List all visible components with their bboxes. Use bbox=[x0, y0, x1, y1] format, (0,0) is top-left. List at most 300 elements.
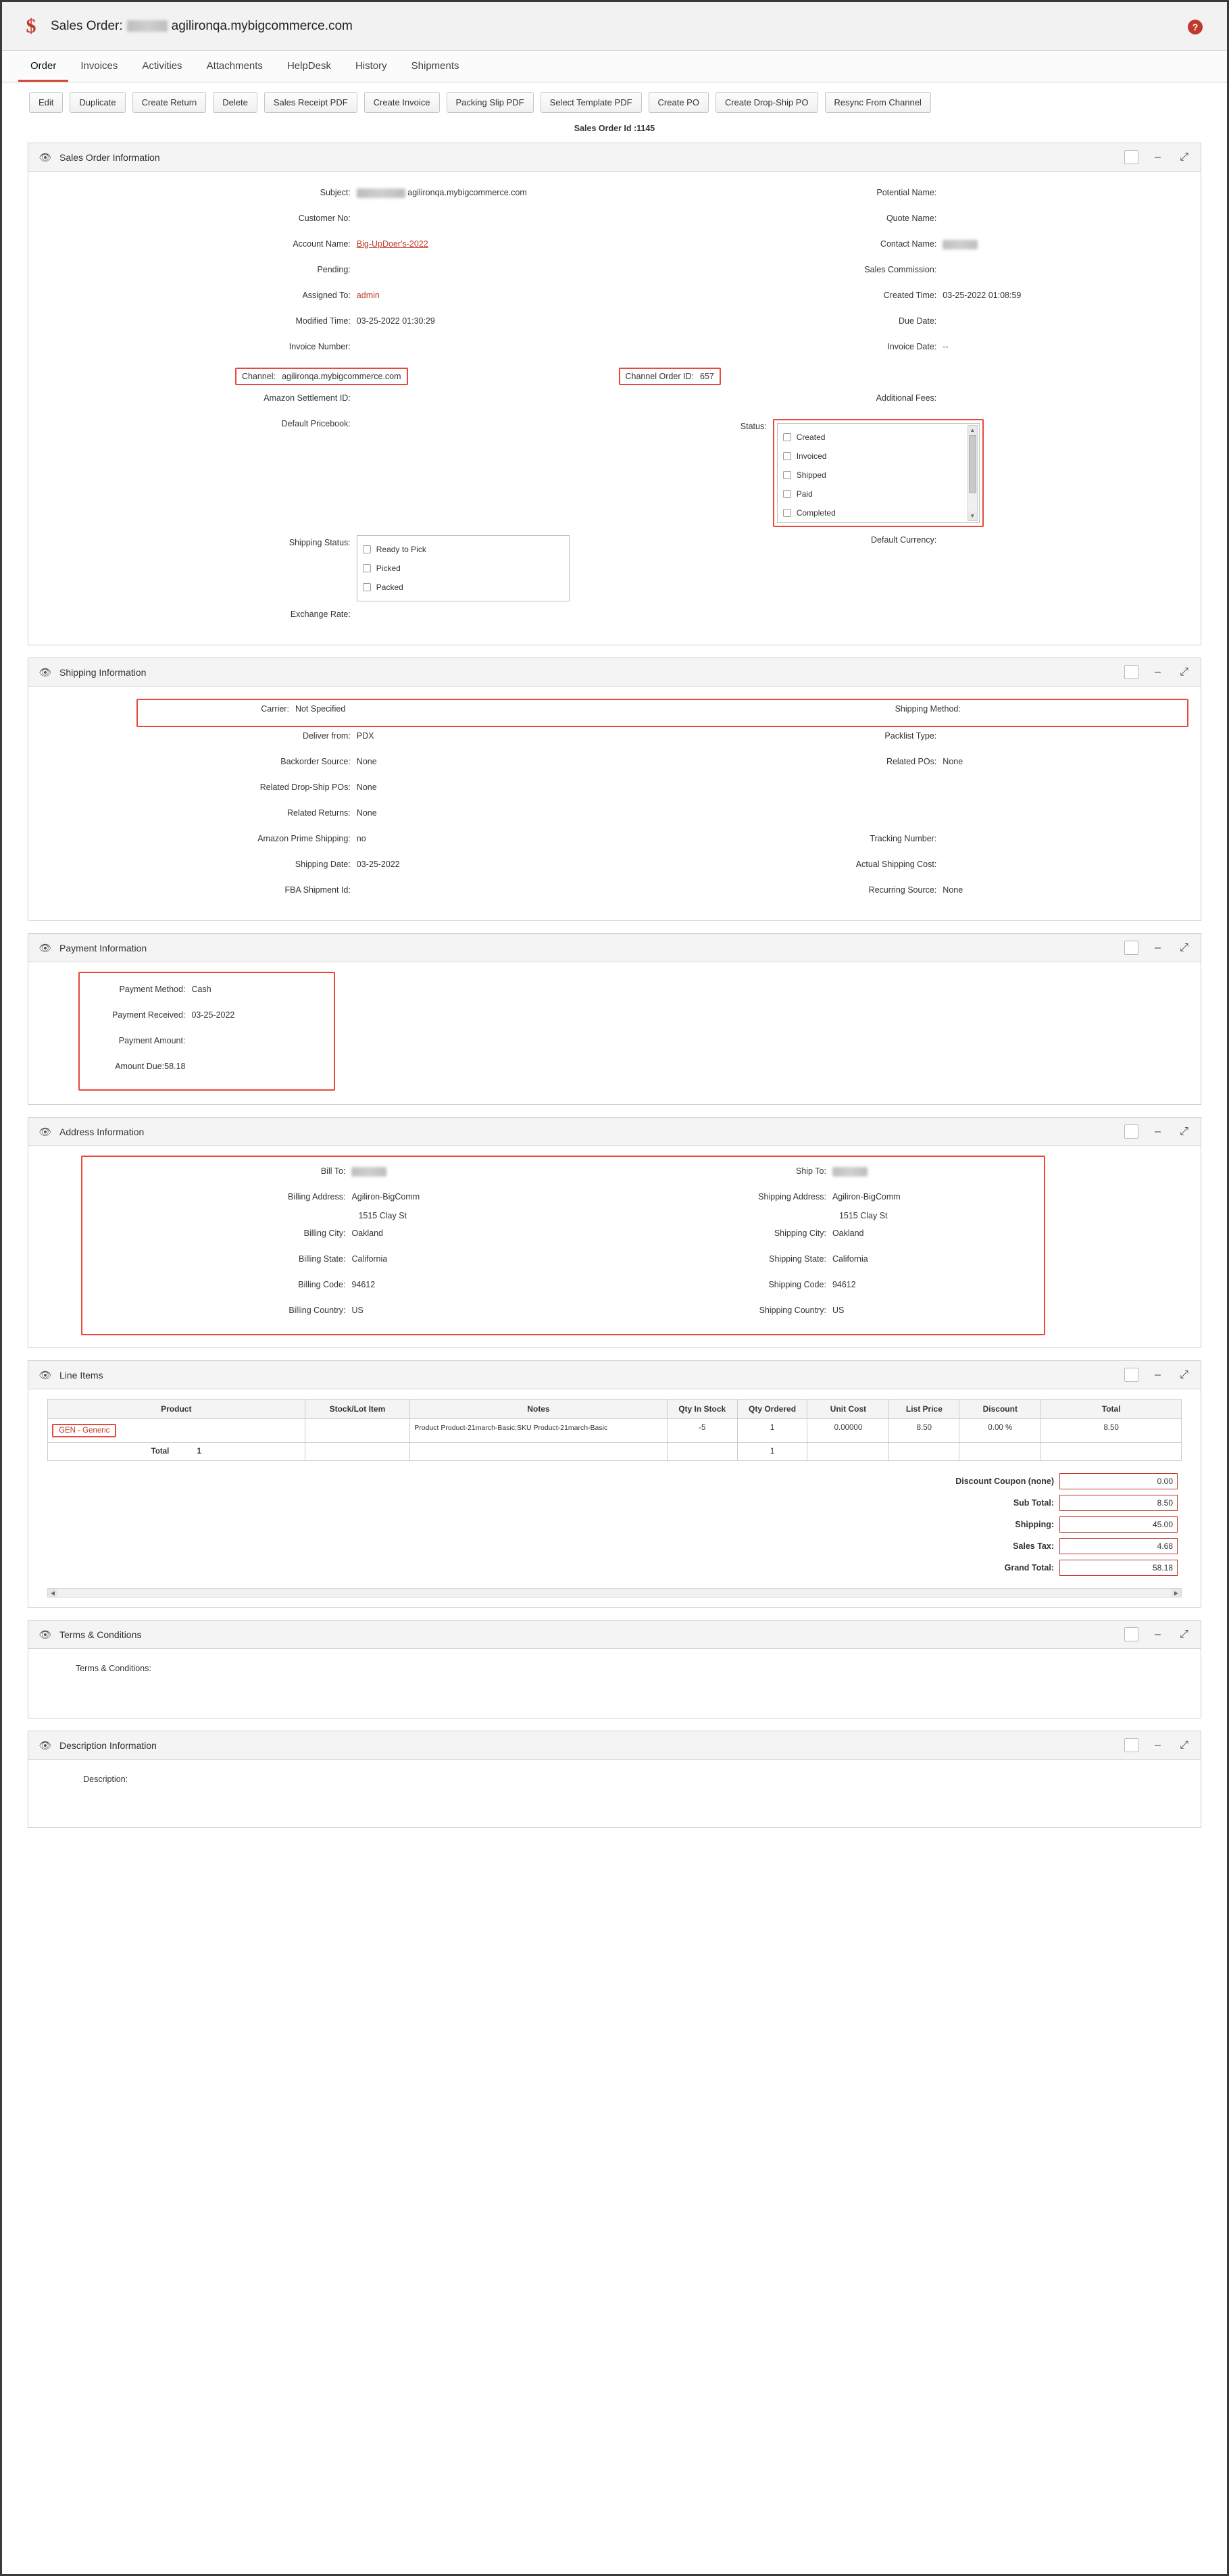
field-shipping-method bbox=[663, 700, 1188, 726]
tab-order[interactable]: Order bbox=[18, 53, 68, 82]
field-value bbox=[832, 1166, 1044, 1176]
checkbox-icon[interactable] bbox=[783, 452, 791, 460]
field-label: Channel: bbox=[241, 372, 276, 381]
eye-icon: 👁 bbox=[39, 1739, 52, 1752]
window-titlebar bbox=[2, 2, 1227, 51]
panel-shipping-information bbox=[28, 658, 1201, 921]
field-billing-country bbox=[82, 1302, 563, 1327]
field-label: Payment Method: bbox=[119, 985, 186, 994]
footer-cell bbox=[410, 1443, 668, 1461]
field-value: -- bbox=[943, 342, 949, 351]
scrollbar-thumb[interactable] bbox=[969, 435, 976, 493]
eye-icon: 👁 bbox=[39, 1629, 52, 1641]
field-billing-city bbox=[82, 1224, 563, 1250]
tab-shipments[interactable]: Shipments bbox=[411, 60, 459, 72]
footer-cell bbox=[959, 1443, 1041, 1461]
checkbox-icon[interactable] bbox=[783, 490, 791, 498]
tab-activities[interactable]: Activities bbox=[142, 60, 182, 72]
field-label: Exchange Rate: bbox=[290, 610, 351, 619]
field-value bbox=[357, 188, 615, 198]
col-total: Total bbox=[1041, 1400, 1182, 1419]
field-description bbox=[28, 1770, 1201, 1796]
footer-label-text: Total bbox=[151, 1447, 170, 1456]
channel-order-id-highlight bbox=[619, 368, 721, 385]
field-tracking-number bbox=[615, 830, 1201, 856]
field-related-pos bbox=[615, 753, 1201, 778]
sales-order-id: Sales Order Id :1145 bbox=[574, 124, 655, 133]
field-value: Oakland bbox=[832, 1229, 864, 1238]
status-option[interactable] bbox=[783, 485, 974, 503]
shipping-status-option-label: Picked bbox=[376, 564, 401, 573]
panel-controls bbox=[1124, 658, 1191, 686]
create-return-button[interactable]: Create Return bbox=[132, 92, 207, 113]
scroll-right-icon[interactable]: ▶ bbox=[1172, 1589, 1181, 1597]
field-value: 03-25-2022 bbox=[356, 860, 400, 869]
field-created-time bbox=[615, 287, 1201, 312]
field-pending bbox=[28, 261, 615, 287]
field-label: Billing Country: bbox=[289, 1306, 346, 1315]
field-value bbox=[943, 239, 1201, 249]
expand-icon[interactable]: ⤢ bbox=[1180, 1739, 1188, 1751]
field-label: Payment Amount: bbox=[118, 1036, 186, 1045]
field-label: Billing City: bbox=[303, 1229, 346, 1238]
field-value: agilironqa.mybigcommerce.com bbox=[282, 372, 401, 381]
cell-stock-lot-item bbox=[305, 1419, 410, 1443]
line-items-table bbox=[47, 1399, 1182, 1461]
sub-total-input[interactable]: 8.50 bbox=[1059, 1495, 1178, 1511]
field-customer-no bbox=[28, 209, 615, 235]
field-shipping-date bbox=[28, 856, 615, 881]
cell-list-price: 8.50 bbox=[889, 1419, 959, 1443]
field-value: Cash bbox=[191, 985, 211, 994]
shipping-status-checkbox-list[interactable] bbox=[357, 535, 570, 601]
field-default-currency bbox=[615, 531, 1201, 605]
panel-body-address-information bbox=[28, 1146, 1201, 1347]
totals-label: Discount Coupon (none) bbox=[955, 1477, 1054, 1486]
col-discount: Discount bbox=[959, 1400, 1041, 1419]
col-unit-cost: Unit Cost bbox=[807, 1400, 889, 1419]
field-label: Related Returns: bbox=[286, 808, 351, 818]
field-label: Assigned To: bbox=[302, 291, 351, 300]
action-toolbar bbox=[2, 82, 1227, 120]
footer-qty-ordered: 1 bbox=[737, 1443, 807, 1461]
field-label: Status: bbox=[740, 422, 767, 431]
carrier-row-grid bbox=[138, 700, 1187, 726]
field-label: Potential Name: bbox=[876, 188, 937, 197]
field-label: Shipping City: bbox=[774, 1229, 826, 1238]
field-label: Pending: bbox=[317, 265, 351, 274]
expand-icon[interactable]: ⤢ bbox=[1180, 1125, 1188, 1137]
duplicate-button[interactable]: Duplicate bbox=[70, 92, 125, 113]
discount-coupon-input[interactable]: 0.00 bbox=[1059, 1473, 1178, 1489]
field-subject bbox=[28, 184, 615, 209]
field-value bbox=[832, 1192, 1044, 1220]
field-value: 657 bbox=[700, 372, 714, 381]
field-invoice-number bbox=[28, 338, 615, 364]
field-label: Billing Address: bbox=[287, 1192, 346, 1202]
totals-row-sales-tax bbox=[955, 1535, 1178, 1557]
field-label: Default Pricebook: bbox=[281, 419, 351, 428]
minimize-icon[interactable]: – bbox=[1155, 941, 1161, 953]
expand-icon[interactable]: ⤢ bbox=[1180, 1368, 1188, 1381]
panel-checkbox-icon[interactable] bbox=[1124, 665, 1138, 679]
checkbox-icon[interactable] bbox=[363, 564, 371, 572]
minimize-icon[interactable]: – bbox=[1155, 1628, 1161, 1640]
status-highlight bbox=[773, 419, 984, 527]
redacted-customer-name bbox=[127, 20, 168, 32]
field-value: California bbox=[351, 1254, 388, 1264]
field-invoice-date bbox=[615, 338, 1201, 364]
eye-icon: 👁 bbox=[39, 1369, 52, 1381]
status-option-label: Shipped bbox=[796, 470, 826, 480]
minimize-icon[interactable]: – bbox=[1155, 1368, 1161, 1381]
shipping-status-option-label: Packed bbox=[376, 583, 403, 592]
shipping-status-option[interactable] bbox=[363, 559, 563, 578]
totals-row-discount-coupon bbox=[955, 1470, 1178, 1492]
select-template-pdf-button[interactable]: Select Template PDF bbox=[541, 92, 642, 113]
panel-checkbox-icon[interactable] bbox=[1124, 1368, 1138, 1382]
status-option[interactable] bbox=[783, 447, 974, 466]
create-po-button[interactable]: Create PO bbox=[649, 92, 709, 113]
panel-checkbox-icon[interactable] bbox=[1124, 941, 1138, 955]
field-channel-order-id bbox=[615, 364, 1201, 389]
field-default-pricebook bbox=[28, 415, 615, 531]
col-notes: Notes bbox=[410, 1400, 668, 1419]
field-billing-address bbox=[82, 1188, 563, 1224]
totals-value-cell bbox=[1059, 1514, 1178, 1535]
field-label: Shipping State: bbox=[769, 1254, 826, 1264]
panel-sales-order-information bbox=[28, 143, 1201, 645]
footer-qty-text: 1 bbox=[197, 1447, 201, 1456]
field-payment-method bbox=[80, 980, 334, 1006]
footer-cell bbox=[807, 1443, 889, 1461]
field-label: Modified Time: bbox=[295, 316, 351, 326]
minimize-icon[interactable]: – bbox=[1155, 151, 1161, 163]
field-shipping-country bbox=[563, 1302, 1045, 1327]
address-fields-highlight bbox=[81, 1156, 1045, 1335]
field-value: US bbox=[832, 1306, 845, 1315]
tab-helpdesk[interactable]: HelpDesk bbox=[286, 60, 331, 72]
panel-controls bbox=[1124, 934, 1191, 962]
panel-title: Shipping Information bbox=[59, 666, 147, 678]
panel-controls bbox=[1124, 1118, 1191, 1145]
field-channel bbox=[28, 364, 615, 389]
status-option[interactable] bbox=[783, 503, 974, 522]
checkbox-icon[interactable] bbox=[363, 583, 371, 591]
totals-label: Sales Tax: bbox=[1013, 1541, 1054, 1551]
col-qty-in-stock: Qty In Stock bbox=[667, 1400, 737, 1419]
field-label: Tracking Number: bbox=[870, 834, 937, 843]
panel-address-information bbox=[28, 1117, 1201, 1348]
module-tabs bbox=[2, 51, 1227, 82]
sales-receipt-pdf-button[interactable]: Sales Receipt PDF bbox=[264, 92, 357, 113]
redacted-contact-name bbox=[943, 240, 978, 249]
field-label: Recurring Source: bbox=[868, 885, 937, 895]
field-billing-state bbox=[82, 1250, 563, 1276]
status-option[interactable] bbox=[783, 466, 974, 485]
panel-title: Sales Order Information bbox=[59, 151, 160, 163]
redacted-value bbox=[357, 189, 405, 198]
totals-section bbox=[28, 1461, 1201, 1583]
status-option[interactable] bbox=[783, 428, 974, 447]
field-value: no bbox=[356, 834, 366, 843]
totals-row-sub-total bbox=[955, 1492, 1178, 1514]
field-bill-to bbox=[82, 1162, 563, 1188]
panel-line-items bbox=[28, 1360, 1201, 1608]
cell-qty-in-stock: -5 bbox=[667, 1419, 737, 1443]
field-packlist-type bbox=[615, 727, 1201, 753]
footer-cell bbox=[889, 1443, 959, 1461]
help-icon[interactable]: ? bbox=[1188, 20, 1203, 34]
redacted-bill-to bbox=[351, 1167, 386, 1176]
field-value bbox=[351, 1192, 563, 1220]
field-value: California bbox=[832, 1254, 868, 1264]
totals-table bbox=[955, 1470, 1178, 1579]
field-amazon-prime-shipping bbox=[28, 830, 615, 856]
expand-icon[interactable]: ⤢ bbox=[1180, 941, 1188, 953]
footer-cell bbox=[667, 1443, 737, 1461]
field-label: Shipping Country: bbox=[759, 1306, 826, 1315]
field-grid-order bbox=[28, 184, 1201, 631]
field-value: PDX bbox=[356, 731, 374, 741]
address-line-2: 1515 Clay St bbox=[358, 1211, 407, 1220]
field-billing-code bbox=[82, 1276, 563, 1302]
product-link[interactable]: GEN - Generic bbox=[52, 1424, 116, 1437]
field-label: Billing State: bbox=[298, 1254, 346, 1264]
field-label: Ship To: bbox=[795, 1166, 826, 1176]
field-value: None bbox=[356, 757, 377, 766]
field-actual-shipping-cost bbox=[615, 856, 1201, 881]
panel-checkbox-icon[interactable] bbox=[1124, 1738, 1138, 1752]
panel-checkbox-icon[interactable] bbox=[1124, 150, 1138, 164]
packing-slip-pdf-button[interactable]: Packing Slip PDF bbox=[447, 92, 534, 113]
totals-row-grand-total bbox=[955, 1557, 1178, 1579]
panel-controls bbox=[1124, 1361, 1191, 1389]
field-payment-amount bbox=[80, 1031, 334, 1057]
delete-button[interactable]: Delete bbox=[213, 92, 257, 113]
panel-title: Address Information bbox=[59, 1126, 145, 1137]
minimize-icon[interactable]: – bbox=[1155, 1125, 1161, 1137]
eye-icon: 👁 bbox=[39, 942, 52, 954]
cell-notes: Product Product-21march-Basic;SKU Product-21march-Basic bbox=[410, 1419, 668, 1443]
panel-checkbox-icon[interactable] bbox=[1124, 1124, 1138, 1139]
field-label: Customer No: bbox=[298, 214, 351, 223]
shipping-status-option-label: Ready to Pick bbox=[376, 545, 426, 554]
field-value: None bbox=[943, 757, 963, 766]
field-shipping-status bbox=[28, 531, 615, 605]
assigned-to-link[interactable]: admin bbox=[356, 291, 380, 300]
field-label: Amount Due:58.18 bbox=[115, 1062, 186, 1071]
field-label: Payment Received: bbox=[112, 1010, 186, 1020]
totals-value-cell bbox=[1059, 1557, 1178, 1579]
field-sales-commission bbox=[615, 261, 1201, 287]
field-label: Bill To: bbox=[320, 1166, 346, 1176]
panel-checkbox-icon[interactable] bbox=[1124, 1627, 1138, 1641]
line-items-horizontal-scrollbar[interactable] bbox=[47, 1588, 1182, 1597]
field-quote-name bbox=[615, 209, 1201, 235]
expand-icon[interactable]: ⤢ bbox=[1180, 666, 1188, 678]
field-value: Oakland bbox=[351, 1229, 383, 1238]
field-label: Shipping Method: bbox=[895, 704, 961, 714]
cell-unit-cost: 0.00000 bbox=[807, 1419, 889, 1443]
expand-icon[interactable]: ⤢ bbox=[1180, 1628, 1188, 1640]
table-header-row bbox=[48, 1400, 1182, 1419]
table-row bbox=[48, 1419, 1182, 1443]
scroll-up-icon[interactable]: ▲ bbox=[968, 426, 977, 435]
field-related-returns bbox=[28, 804, 615, 830]
panel-controls bbox=[1124, 1731, 1191, 1759]
field-value: US bbox=[351, 1306, 363, 1315]
field-label: Amazon Settlement ID: bbox=[264, 393, 351, 403]
panel-title: Description Information bbox=[59, 1739, 157, 1751]
panel-header-description-information bbox=[28, 1731, 1201, 1760]
account-name-link[interactable]: Big-UpDoer's-2022 bbox=[356, 239, 428, 249]
status-option-label: Invoiced bbox=[796, 451, 827, 461]
scroll-left-icon[interactable]: ◀ bbox=[48, 1589, 57, 1597]
col-list-price: List Price bbox=[889, 1400, 959, 1419]
panel-controls bbox=[1124, 1620, 1191, 1648]
field-value: None bbox=[943, 885, 963, 895]
status-checkbox-list[interactable] bbox=[777, 423, 980, 523]
expand-icon[interactable]: ⤢ bbox=[1180, 151, 1188, 163]
field-label: Billing Code: bbox=[298, 1280, 346, 1289]
field-label: Contact Name: bbox=[880, 239, 937, 249]
panel-title: Terms & Conditions bbox=[59, 1629, 142, 1640]
field-shipping-code bbox=[563, 1276, 1045, 1302]
status-option-label: Created bbox=[796, 432, 826, 442]
minimize-icon[interactable]: – bbox=[1155, 1739, 1161, 1751]
grand-total-input[interactable]: 58.18 bbox=[1059, 1560, 1178, 1576]
field-amount-due bbox=[80, 1057, 334, 1083]
tab-attachments[interactable]: Attachments bbox=[206, 60, 263, 72]
footer-total-label bbox=[48, 1443, 305, 1461]
panel-body-line-items bbox=[28, 1389, 1201, 1607]
field-label: Actual Shipping Cost: bbox=[855, 860, 937, 869]
eye-icon: 👁 bbox=[39, 151, 52, 164]
tab-invoices[interactable]: Invoices bbox=[80, 60, 118, 72]
panel-header-shipping-information bbox=[28, 658, 1201, 687]
checkbox-icon[interactable] bbox=[783, 433, 791, 441]
cell-discount: 0.00 % bbox=[959, 1419, 1041, 1443]
status-list-scrollbar[interactable] bbox=[968, 425, 978, 521]
totals-value-cell bbox=[1059, 1535, 1178, 1557]
scroll-down-icon[interactable]: ▼ bbox=[968, 512, 977, 520]
address-line-1: Agiliron-BigComm bbox=[832, 1192, 901, 1202]
panel-header-sales-order-information bbox=[28, 143, 1201, 172]
shipping-input[interactable]: 45.00 bbox=[1059, 1516, 1178, 1533]
field-grid-shipping bbox=[28, 727, 1201, 907]
eye-icon: 👁 bbox=[39, 666, 52, 678]
field-label: Channel Order ID: bbox=[625, 372, 694, 381]
field-terms-and-conditions bbox=[28, 1660, 1201, 1685]
col-qty-ordered: Qty Ordered bbox=[737, 1400, 807, 1419]
field-label: Backorder Source: bbox=[280, 757, 351, 766]
field-label: Shipping Code: bbox=[768, 1280, 826, 1289]
panel-body-description-information bbox=[28, 1760, 1201, 1827]
field-value: 94612 bbox=[832, 1280, 856, 1289]
panel-body-terms-and-conditions bbox=[28, 1649, 1201, 1718]
field-ship-to bbox=[563, 1162, 1045, 1188]
totals-value-cell bbox=[1059, 1470, 1178, 1492]
field-assigned-to bbox=[28, 287, 615, 312]
field-deliver-from bbox=[28, 727, 615, 753]
field-value: 03-25-2022 bbox=[191, 1010, 235, 1020]
resync-from-channel-button[interactable]: Resync From Channel bbox=[825, 92, 931, 113]
field-value: 94612 bbox=[351, 1280, 376, 1289]
field-label: Shipping Date: bbox=[295, 860, 351, 869]
address-line-1: Agiliron-BigComm bbox=[351, 1192, 420, 1202]
field-value: Not Specified bbox=[295, 704, 346, 714]
panel-body-sales-order-information bbox=[28, 172, 1201, 645]
shipping-status-option[interactable] bbox=[363, 578, 563, 597]
panel-title: Line Items bbox=[59, 1369, 103, 1381]
field-label: Related Drop-Ship POs: bbox=[259, 783, 351, 792]
panel-header-line-items bbox=[28, 1361, 1201, 1389]
field-recurring-source bbox=[615, 881, 1201, 907]
field-value: 03-25-2022 01:08:59 bbox=[943, 291, 1022, 300]
panel-description-information bbox=[28, 1731, 1201, 1828]
field-label: Terms & Conditions: bbox=[75, 1664, 151, 1673]
panel-header-address-information bbox=[28, 1118, 1201, 1146]
shipping-status-option[interactable] bbox=[363, 540, 563, 559]
status-list-wrap bbox=[773, 419, 1201, 527]
create-invoice-button[interactable]: Create Invoice bbox=[364, 92, 440, 113]
field-value: None bbox=[356, 783, 377, 792]
field-account-name bbox=[28, 235, 615, 261]
minimize-icon[interactable]: – bbox=[1155, 666, 1161, 678]
field-value: 03-25-2022 01:30:29 bbox=[356, 316, 435, 326]
channel-highlight bbox=[235, 368, 408, 385]
field-label: Additional Fees: bbox=[876, 393, 937, 403]
field-exchange-rate bbox=[28, 605, 615, 631]
status-option-label: Paid bbox=[796, 489, 813, 499]
field-grid-address bbox=[82, 1162, 1044, 1327]
checkbox-icon[interactable] bbox=[363, 545, 371, 553]
eye-icon: 👁 bbox=[39, 1126, 52, 1138]
redacted-ship-to bbox=[832, 1167, 868, 1176]
field-value: None bbox=[356, 808, 377, 818]
page-title-prefix: Sales Order: bbox=[51, 18, 123, 33]
field-due-date bbox=[615, 312, 1201, 338]
field-status bbox=[615, 415, 1201, 531]
payment-fields-highlight bbox=[78, 972, 335, 1091]
field-label: Quote Name: bbox=[886, 214, 937, 223]
totals-row-shipping bbox=[955, 1514, 1178, 1535]
totals-label: Sub Total: bbox=[1013, 1498, 1054, 1508]
sales-tax-input[interactable]: 4.68 bbox=[1059, 1538, 1178, 1554]
field-label: Deliver from: bbox=[302, 731, 351, 741]
field-modified-time bbox=[28, 312, 615, 338]
footer-cell bbox=[305, 1443, 410, 1461]
footer-cell bbox=[1041, 1443, 1182, 1461]
field-label: Created Time: bbox=[883, 291, 937, 300]
panel-controls bbox=[1124, 143, 1191, 171]
checkbox-icon[interactable] bbox=[783, 509, 791, 517]
field-label: FBA Shipment Id: bbox=[284, 885, 351, 895]
create-drop-ship-po-button[interactable]: Create Drop-Ship PO bbox=[716, 92, 818, 113]
tab-history[interactable]: History bbox=[355, 60, 387, 72]
field-carrier bbox=[138, 700, 663, 726]
field-contact-name bbox=[615, 235, 1201, 261]
panel-body-payment-information bbox=[28, 962, 1201, 1104]
table-footer-row bbox=[48, 1443, 1182, 1461]
checkbox-icon[interactable] bbox=[783, 471, 791, 479]
field-potential-name bbox=[615, 184, 1201, 209]
field-blank-2 bbox=[615, 804, 1201, 830]
field-label: Related POs: bbox=[886, 757, 937, 766]
edit-button[interactable]: Edit bbox=[29, 92, 63, 113]
field-payment-received bbox=[80, 1006, 334, 1031]
